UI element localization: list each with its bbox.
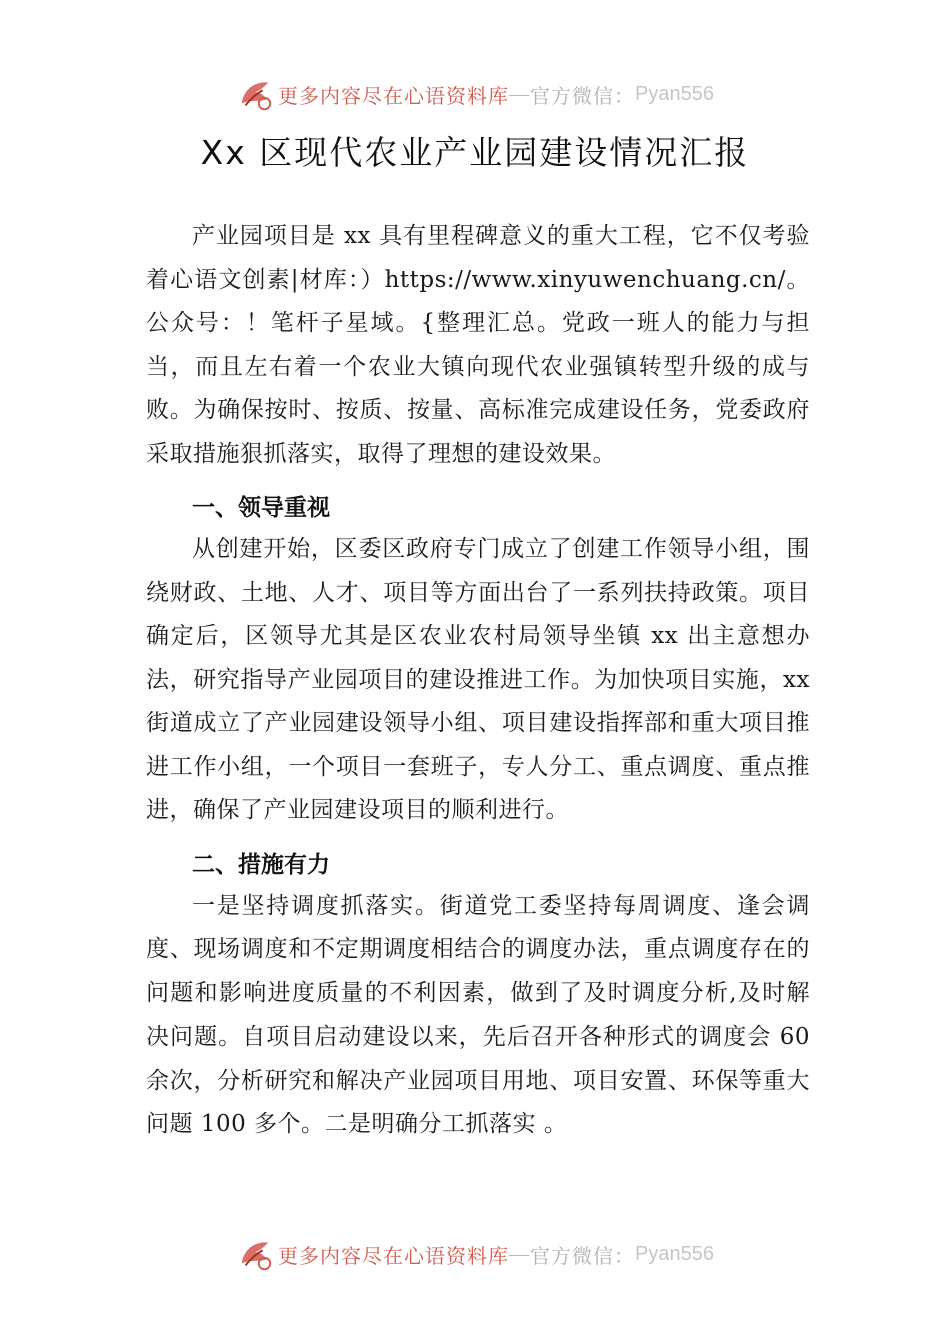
banner-wechat-account: Pyan556 — [635, 1242, 714, 1265]
banner-lead-text: 更多内容尽在心语资料库 — [278, 1245, 510, 1268]
bottom-banner — [0, 1232, 950, 1276]
banner-separator: — — [509, 82, 531, 105]
intro-paragraph: 产业园项目是 xx 具有里程碑意义的重大工程，它不仅考验着心语文创素|材库：）https://www.xinyuwenchuang.cn/。公众号：！笔杆子星域。{整理汇总。党政一班人的能力与担当，而且左右着一个农业大镇向现代农业强镇转型升级的成与败。为确保按时、按质、按量、高标准完成建设任务，党委政府采取措施狠抓落实，取得了理想的建设效果。 — [146, 223, 810, 467]
banner-wechat-account: Pyan556 — [635, 82, 714, 105]
pen-nib-logo-icon — [236, 1235, 274, 1273]
section-heading-leadership: 一、领导重视 — [192, 495, 330, 521]
document-body — [146, 215, 810, 1147]
banner-wechat-label: 官方微信： — [530, 85, 636, 108]
section-body-leadership: 从创建开始，区委区政府专门成立了创建工作领导小组，围绕财政、土地、人才、项目等方面出台了一系列扶持政策。项目确定后，区领导尤其是区农业农村局领导坐镇 xx 出主意想办法，研究指导产业园项目的建设推进工作。为加快项目实施，xx 街道成立了产业园建设领导小组、项目建设指挥部和重大项目推进工作小组，一个项目一套班子，专人分工、重点调度、重点推进，确保了产业园建设项目的顺利进行。 — [146, 536, 810, 823]
banner-separator: — — [509, 1242, 531, 1265]
banner-wechat-label: 官方微信： — [530, 1245, 636, 1268]
banner-lead-text: 更多内容尽在心语资料库 — [278, 85, 510, 108]
section-heading-measures: 二、措施有力 — [192, 851, 330, 878]
pen-nib-logo-icon — [236, 75, 274, 113]
top-banner — [0, 72, 950, 116]
section-body-measures: 一是坚持调度抓落实。街道党工委坚持每周调度、逢会调度、现场调度和不定期调度相结合的调度办法，重点调度存在的问题和影响进度质量的不利因素，做到了及时调度分析,及时解决问题。自项目启动建设以来，先后召开各种形式的调度会 60 余次，分析研究和解决产业园项目用地、项目安置、环保等重大问题 100 多个。二是明确分工抓落实 。 — [146, 892, 810, 1138]
document-title: Xx 区现代农业产业园建设情况汇报 — [200, 133, 750, 172]
